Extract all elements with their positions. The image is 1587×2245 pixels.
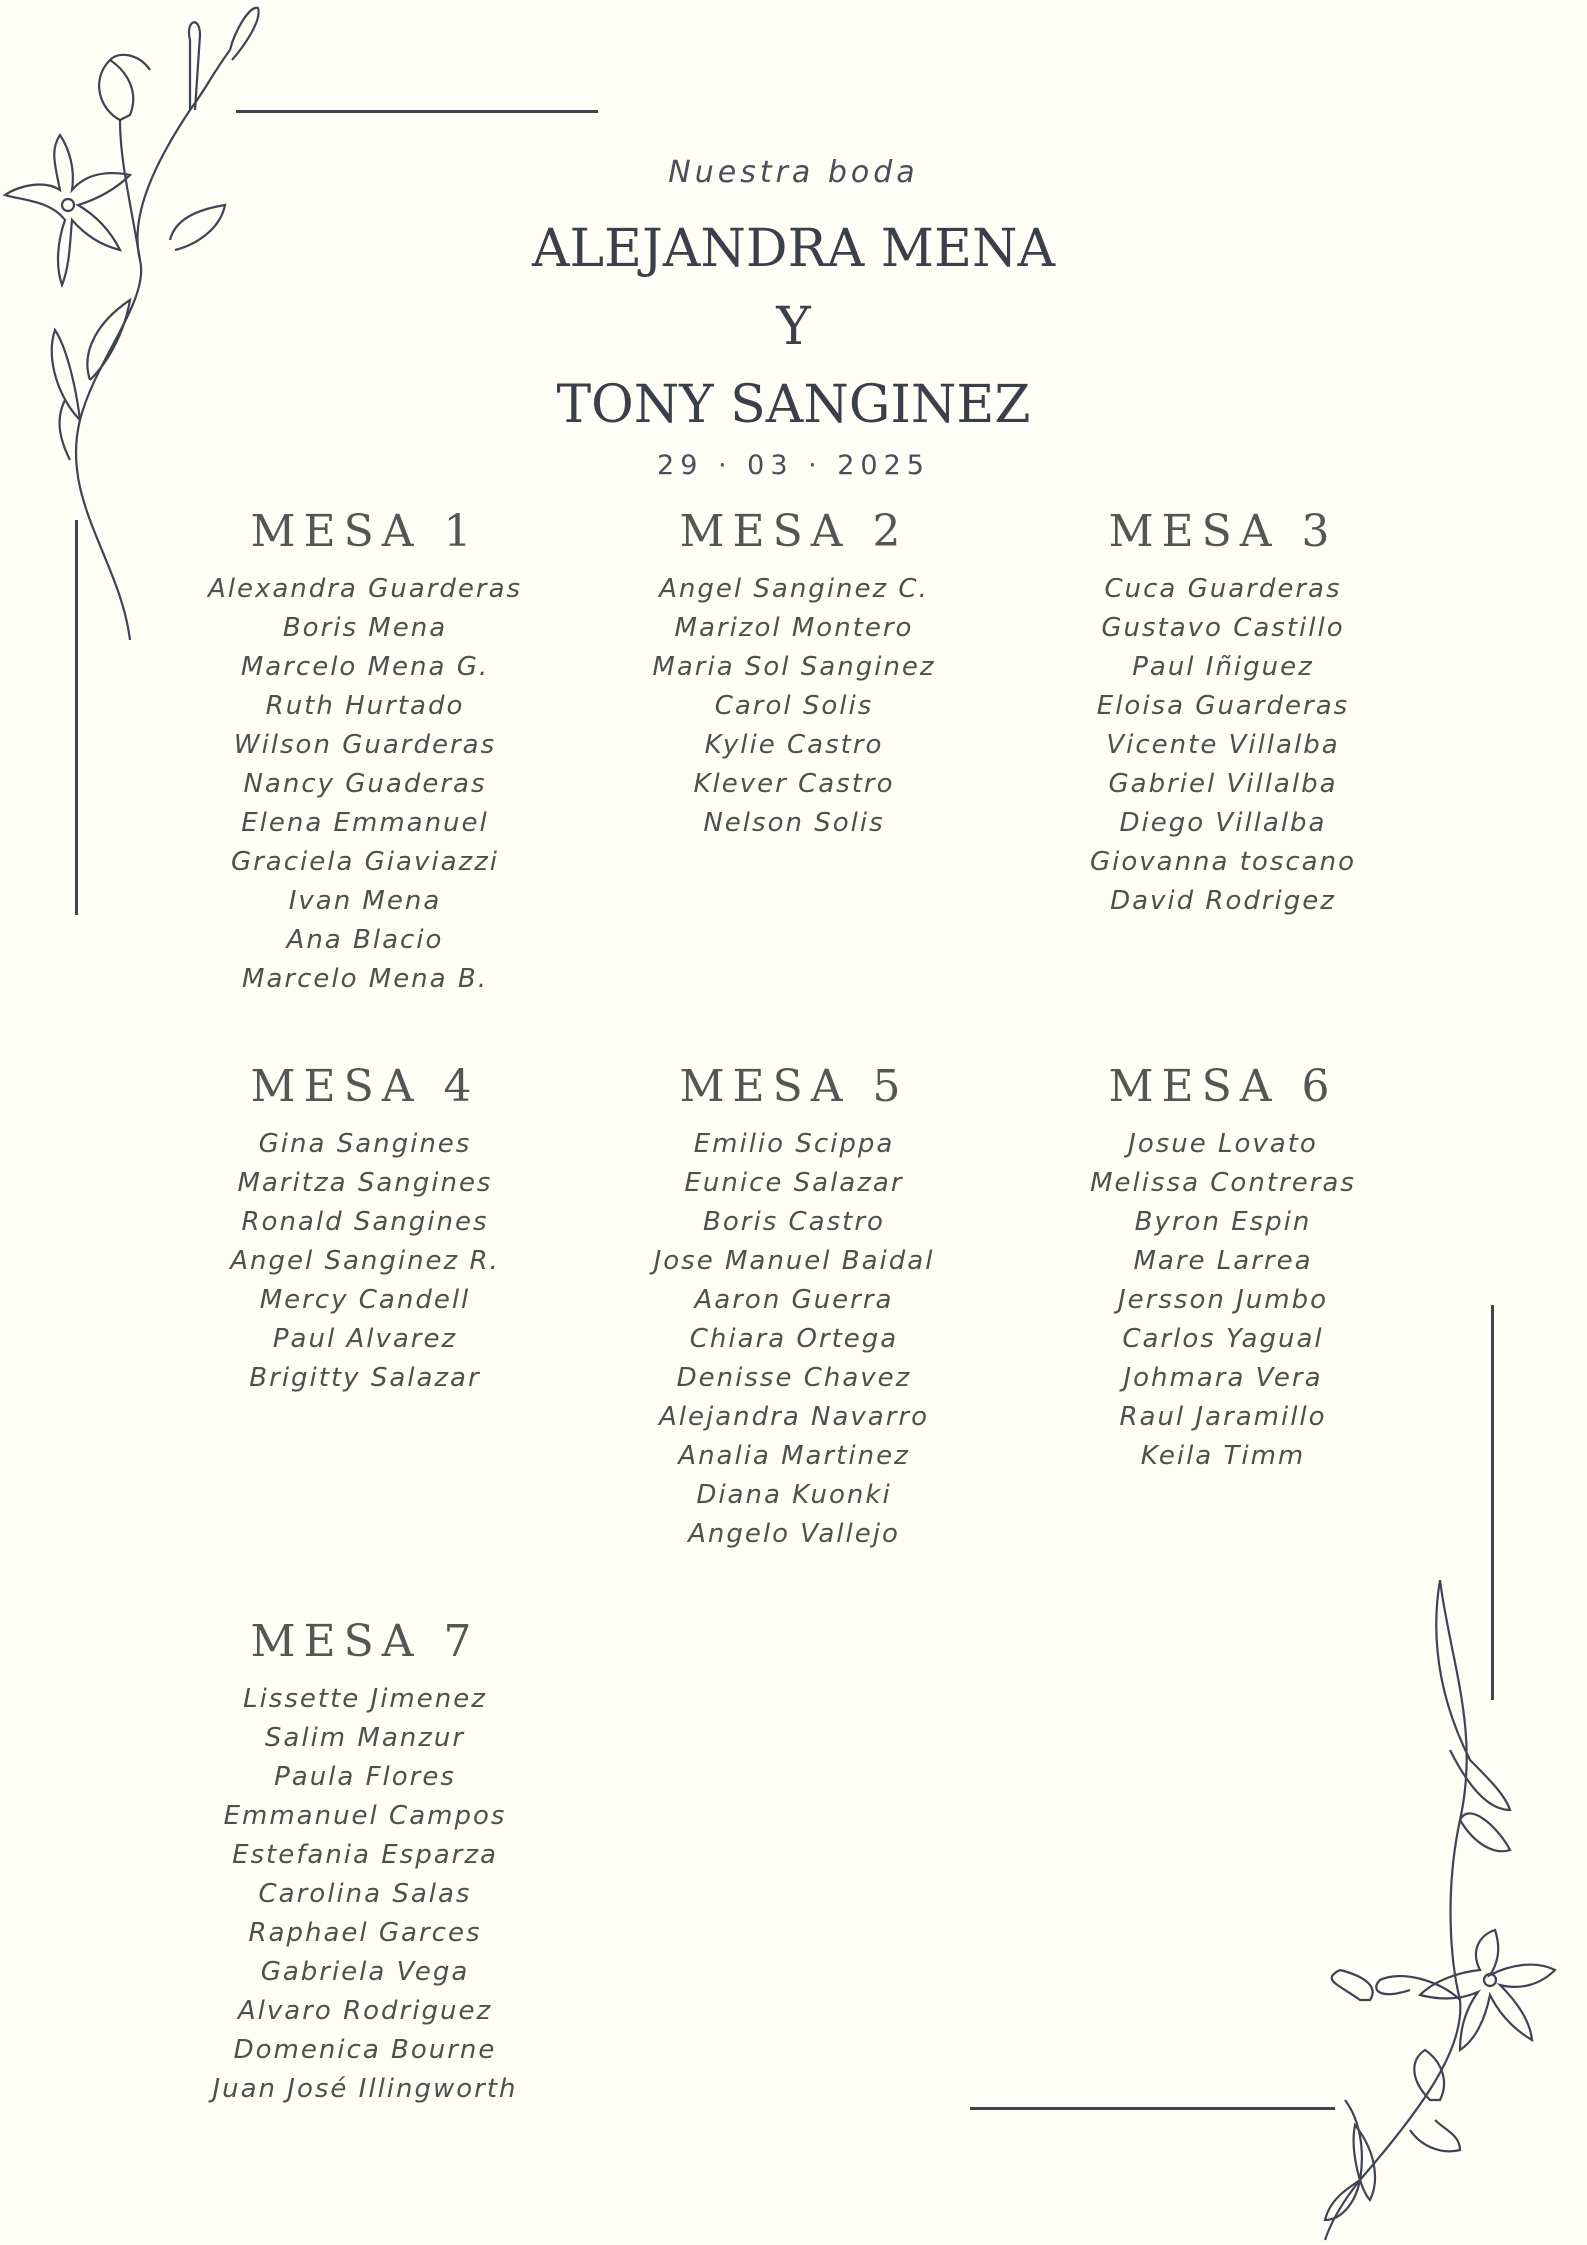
table-title: MESA 1 [250,506,480,557]
guest-name: Byron Espin [1134,1207,1312,1237]
guest-name: Carol Solis [714,691,874,721]
table-2 [584,502,1004,843]
guest-name: Eunice Salazar [684,1168,904,1198]
guest-name: Salim Manzur [264,1723,466,1753]
guest-name: Boris Castro [703,1207,885,1237]
table-title: MESA 7 [250,1616,480,1667]
table-title: MESA 5 [679,1061,909,1112]
guest-name: Gina Sangines [258,1129,472,1159]
table-4 [155,1057,575,1398]
guest-name: Brigitty Salazar [249,1363,481,1393]
guest-name: Ronald Sangines [241,1207,489,1237]
guest-name: Vicente Villalba [1106,730,1340,760]
guest-list [1013,570,1433,921]
guest-name: Paula Flores [274,1762,456,1792]
guest-name: Domenica Bourne [233,2035,497,2065]
guest-name: Paul Alvarez [272,1324,458,1354]
groom-name: TONY SANGINEZ [556,375,1031,435]
guest-name: Raul Jaramillo [1119,1402,1327,1432]
table-title: MESA 4 [250,1061,480,1112]
guest-name: Mercy Candell [259,1285,471,1315]
guest-name: Marcelo Mena B. [242,964,488,994]
guest-name: Giovanna toscano [1089,847,1356,877]
guest-name: Raphael Garces [248,1918,482,1948]
guest-name: Angelo Vallejo [688,1519,900,1549]
connector: Y [776,297,811,357]
guest-name: Cuca Guarderas [1104,574,1342,604]
guest-name: Analia Martinez [678,1441,910,1471]
guest-list [155,570,575,999]
guest-name: Emmanuel Campos [223,1801,507,1831]
guest-list [584,570,1004,843]
guest-name: Maria Sol Sanginez [652,652,936,682]
guest-name: Paul Iñiguez [1132,652,1314,682]
guest-name: Diana Kuonki [696,1480,892,1510]
table-3 [1013,502,1433,921]
guest-name: Lissette Jimenez [243,1684,487,1714]
guest-name: Jersson Jumbo [1118,1285,1328,1315]
guest-name: Juan José Illingworth [212,2074,518,2104]
table-title: MESA 3 [1108,506,1338,557]
guest-name: Klever Castro [693,769,895,799]
guest-name: Denisse Chavez [676,1363,912,1393]
guest-name: Elena Emmanuel [241,808,489,838]
guest-list [1013,1125,1433,1476]
table-6 [1013,1057,1433,1476]
guest-name: Josue Lovato [1128,1129,1318,1159]
table-7 [155,1612,575,2109]
guest-name: Estefania Esparza [232,1840,498,1870]
guest-name: Marcelo Mena G. [240,652,490,682]
guest-name: Gustavo Castillo [1101,613,1345,643]
guest-name: Ruth Hurtado [265,691,465,721]
guest-name: Aaron Guerra [694,1285,894,1315]
floral-bottom-right-icon [1300,1580,1587,2245]
guest-name: Keila Timm [1140,1441,1306,1471]
table-5 [584,1057,1004,1554]
guest-name: Johmara Vera [1123,1363,1323,1393]
guest-list [155,1680,575,2109]
guest-name: Carolina Salas [258,1879,472,1909]
table-title: MESA 2 [679,506,909,557]
guest-name: Eloisa Guarderas [1096,691,1350,721]
subtitle: Nuestra boda [668,155,919,190]
bottom-divider-line [970,2107,1335,2110]
bride-name: ALEJANDRA MENA [531,219,1056,279]
guest-name: Boris Mena [282,613,448,643]
guest-list [584,1125,1004,1554]
table-1 [155,502,575,999]
couple-names [0,210,1587,444]
guest-name: Kylie Castro [704,730,884,760]
guest-name: Mare Larrea [1133,1246,1313,1276]
guest-name: Angel Sanginez R. [230,1246,500,1276]
guest-name: Ana Blacio [286,925,444,955]
top-divider-line [236,110,598,113]
guest-name: Gabriela Vega [260,1957,470,1987]
guest-name: Graciela Giaviazzi [230,847,500,877]
guest-name: Wilson Guarderas [233,730,497,760]
guest-name: Diego Villalba [1119,808,1327,838]
guest-name: David Rodrigez [1110,886,1336,916]
guest-name: Alejandra Navarro [658,1402,930,1432]
guest-name: Alvaro Rodriguez [237,1996,493,2026]
guest-name: Gabriel Villalba [1108,769,1338,799]
guest-name: Jose Manuel Baidal [653,1246,935,1276]
guest-name: Melissa Contreras [1090,1168,1356,1198]
guest-name: Carlos Yagual [1122,1324,1324,1354]
guest-name: Emilio Scippa [693,1129,895,1159]
guest-name: Alexandra Guarderas [207,574,523,604]
guest-name: Angel Sanginez C. [659,574,929,604]
guest-name: Nancy Guaderas [243,769,487,799]
guest-name: Marizol Montero [674,613,914,643]
guest-name: Ivan Mena [288,886,442,916]
guest-name: Chiara Ortega [689,1324,899,1354]
table-title: MESA 6 [1108,1061,1338,1112]
guest-name: Maritza Sangines [237,1168,493,1198]
guest-name: Nelson Solis [703,808,885,838]
guest-list [155,1125,575,1398]
wedding-date: 29 · 03 · 2025 [657,450,930,481]
